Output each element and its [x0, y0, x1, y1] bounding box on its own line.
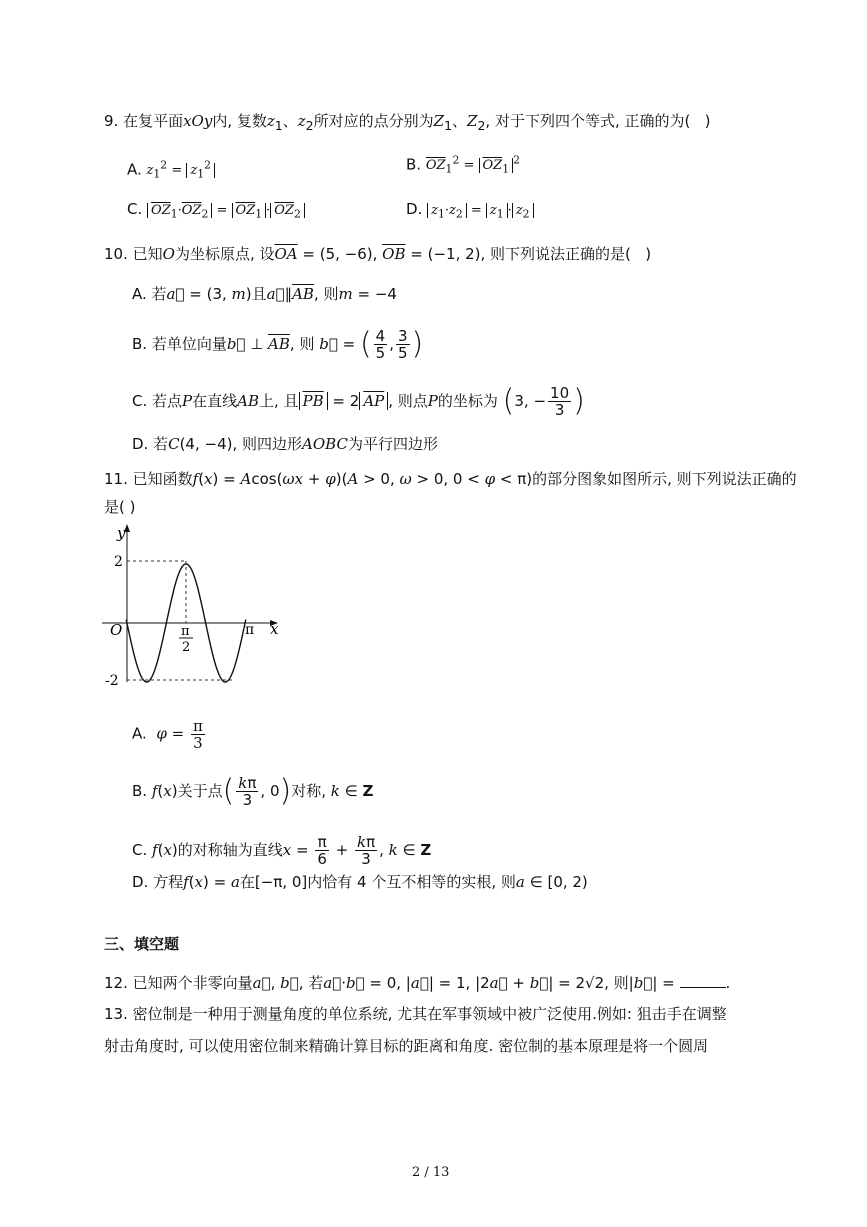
x-label: x	[270, 620, 279, 638]
origin-label: O	[110, 621, 123, 639]
q10-option-b: B. 若单位向量b⃗ ⊥ $\overline{AB}$, 则 b⃗ = ( $\frac{4}{5}$ , $\frac{3}{5}$ )	[132, 326, 424, 362]
section-title: 三、填空题	[104, 935, 180, 953]
q11-option-d: D. 方程f(x) = a在[−π, 0]内恰有 4 个互不相等的实根, 则a ∈ [0, 2)	[132, 873, 588, 891]
q12-text: 12. 已知两个非零向量a⃗, b⃗, 若a⃗·b⃗ = 0, |a⃗| = 1, |2a⃗ + b⃗| = 2√2, 则|b⃗| = .	[104, 974, 731, 992]
q11-stem-line1: 11. 已知函数f(x) = Acos(ωx + φ)(A > 0, ω > 0, 0 < φ < π)的部分图象如图所示, 则下列说法正确的	[104, 470, 797, 488]
q13-line1: 13. 密位制是一种用于测量角度的单位系统, 尤其在军事领域中被广泛使用.例如: 狙击手在调整	[104, 1005, 727, 1023]
q9-option-c: C. $\overline{OZ}_1\cdot\overline{OZ}_2 = \overline{OZ}_1 \cdot \overline{OZ}_2$	[127, 198, 305, 226]
q11-stem-line2: 是( )	[104, 498, 136, 516]
q11-option-a: A. φ = $\frac{\pi}{3}$	[132, 717, 203, 752]
q10-option-d: D. 若C(4, −4), 则四边形AOBC为平行四边形	[132, 435, 438, 453]
q10-stem: 10. 已知O为坐标原点, 设$\overline{OA} = (5$, −6), $\overline{OB} = (-1$, 2), 则下列说法正确的是( )	[104, 245, 652, 263]
y-max-label: 2	[114, 554, 123, 570]
x-half-pi-num: π	[181, 624, 190, 639]
q9-option-a: A. $z_1^2 = z_1^2$	[127, 155, 215, 186]
function-graph	[100, 522, 290, 692]
answer-blank	[680, 973, 726, 988]
page-number: 2 / 13	[412, 1165, 450, 1180]
x-half-pi-den: 2	[182, 640, 191, 655]
x-pi-label: π	[245, 622, 255, 638]
q11-option-b: B. f(x)关于点( $\frac{k\pi}{3}$ , 0)对称, k ∈ Z	[132, 773, 374, 809]
q11-option-c: C. f(x)的对称轴为直线x = $\frac{\pi}{6}$ + $\frac{k\pi}{3}$ , k ∈ Z	[132, 833, 432, 868]
q9-option-d: D. $z_1\cdot z_2 = z_1 \cdot z_2$	[406, 198, 534, 226]
q9-stem: 9. 在复平面xOy内, 复数$z_1$、$z_2$所对应的点分别为$Z_1$、$Z_2$, 对于下列四个等式, 正确的为( )	[104, 112, 711, 133]
y-label: y	[117, 524, 126, 542]
y-min-label: -2	[105, 673, 119, 689]
q10-option-a: A. 若a⃗ = (3, m)且$a⃗\parallel\overline{AB}$, 则m = −4	[132, 285, 397, 303]
q13-line2: 射击角度时, 可以使用密位制来精确计算目标的距离和角度. 密位制的基本原理是将一个圆周	[104, 1037, 709, 1055]
q9-option-b: B. $\overline{OZ}_1^2 = \overline{OZ}_1^2$	[406, 154, 520, 176]
q10-option-c: C. 若点P在直线AB上, 且 $\overline{PB} = 2$ $\overline{AP}$ , 则点P的坐标为 (3, − $\frac{10}{3}$ )	[132, 383, 585, 419]
